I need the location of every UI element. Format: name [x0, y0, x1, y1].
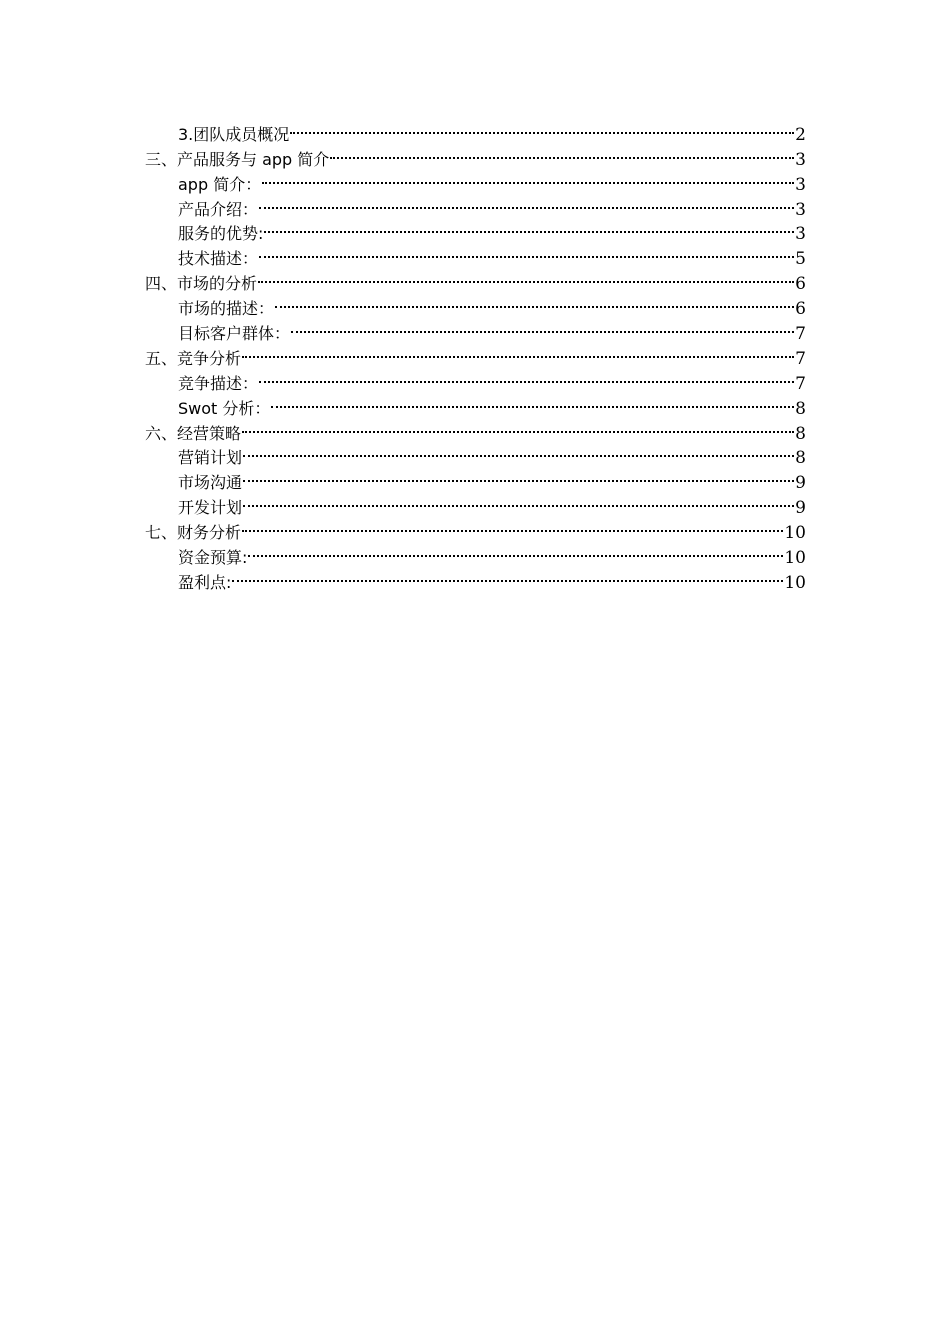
toc-entry[interactable]: [145, 414, 806, 444]
toc-dot-leader: [258, 364, 795, 389]
toc-entry-page: 3: [795, 149, 806, 170]
toc-entry-page: 3: [795, 199, 806, 220]
toc-entry-title: 五、竞争分析: [145, 348, 242, 368]
toc-entry-title: 目标客户群体：: [178, 324, 291, 344]
toc-entry-page: 6: [795, 274, 806, 295]
table-of-contents: [145, 115, 806, 593]
toc-entry[interactable]: [145, 463, 806, 494]
toc-entry-page: 2: [795, 124, 806, 145]
toc-entry[interactable]: [145, 488, 806, 519]
toc-entry-page: 7: [795, 348, 806, 369]
toc-entry-page: 10: [784, 548, 806, 569]
toc-entry-title: 资金预算:: [178, 548, 248, 568]
toc-entry-page: 8: [795, 448, 806, 469]
toc-entry-title: 开发计划: [178, 498, 243, 518]
toc-entry-title: 市场沟通: [178, 473, 243, 493]
toc-entry-title: app 简介：: [178, 174, 262, 194]
toc-entry-page: 7: [795, 324, 806, 345]
toc-entry-page: 10: [784, 572, 806, 593]
toc-entry-page: 9: [795, 473, 806, 494]
toc-entry[interactable]: [145, 339, 806, 369]
toc-entry-title: 营销计划: [178, 448, 243, 468]
toc-dot-leader: [242, 439, 795, 464]
toc-dot-leader: [290, 314, 795, 339]
toc-entry-page: 8: [795, 423, 806, 444]
toc-dot-leader: [258, 239, 795, 264]
toc-entry-page: 3: [795, 174, 806, 195]
toc-entry-page: 9: [795, 498, 806, 519]
toc-dot-leader: [241, 414, 795, 439]
toc-dot-leader: [241, 339, 795, 364]
toc-dot-leader: [241, 513, 784, 538]
toc-entry[interactable]: [145, 115, 806, 145]
toc-dot-leader: [329, 140, 795, 165]
toc-entry[interactable]: [145, 538, 806, 569]
toc-entry-title: 盈利点:: [178, 572, 232, 592]
toc-entry-page: 6: [795, 299, 806, 320]
toc-dot-leader: [258, 190, 795, 215]
toc-entry-title: 服务的优势:: [178, 224, 264, 244]
toc-entry-title: 产品介绍：: [178, 199, 259, 219]
toc-entry-page: 8: [795, 398, 806, 419]
toc-dot-leader: [257, 264, 795, 289]
toc-entry[interactable]: [145, 513, 806, 544]
toc-dot-leader: [274, 289, 795, 314]
toc-entry[interactable]: [145, 439, 806, 469]
toc-dot-leader: [289, 115, 795, 140]
toc-dot-leader: [263, 215, 795, 240]
toc-dot-leader: [242, 488, 795, 513]
toc-dot-leader: [231, 563, 784, 588]
toc-entry-page: 5: [795, 249, 806, 270]
toc-entry-title: 市场的描述：: [178, 299, 275, 319]
toc-entry-title: 四、市场的分析: [145, 274, 258, 294]
toc-entry-title: 技术描述：: [178, 249, 259, 269]
toc-entry-title: 六、经营策略: [145, 423, 242, 443]
toc-dot-leader: [261, 165, 795, 190]
toc-entry[interactable]: [145, 364, 806, 394]
toc-entry-title: 七、财务分析: [145, 523, 242, 543]
toc-entry-page: 3: [795, 224, 806, 245]
toc-entry-title: Swot 分析：: [178, 398, 271, 418]
toc-entry-page: 7: [795, 373, 806, 394]
toc-entry-title: 竞争描述：: [178, 373, 259, 393]
toc-dot-leader: [247, 538, 784, 563]
toc-entry[interactable]: [145, 563, 806, 593]
toc-dot-leader: [242, 463, 795, 488]
toc-entry-page: 10: [784, 523, 806, 544]
toc-entry-title: 三、产品服务与 app 简介: [145, 149, 330, 169]
toc-dot-leader: [270, 389, 795, 414]
toc-entry-title: 3.团队成员概况: [178, 124, 290, 144]
